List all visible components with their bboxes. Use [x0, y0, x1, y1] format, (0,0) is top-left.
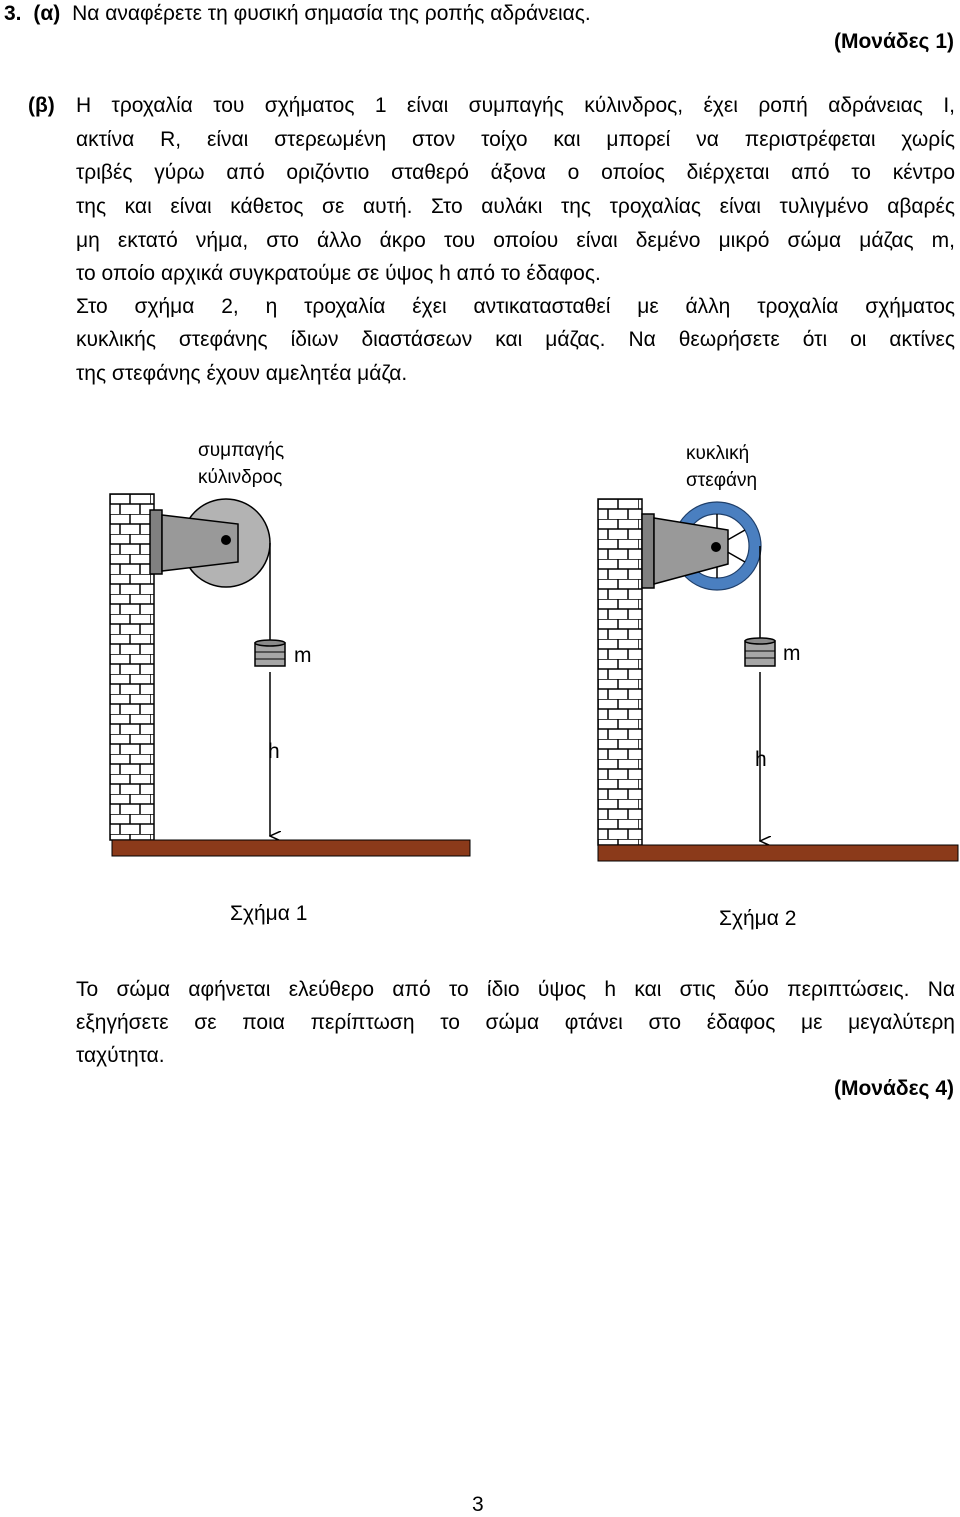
part-a-text: Να αναφέρετε τη φυσική σημασία της ροπής αδράνειας. — [72, 2, 591, 25]
question-number: 3. — [4, 2, 22, 25]
part-a-points: (Μονάδες 1) — [833, 30, 954, 53]
figure1-height-label: h — [268, 740, 280, 763]
page-number: 3 — [472, 1493, 484, 1516]
closing-points: (Μονάδες 4) — [833, 1077, 954, 1100]
part-b-line-5: μη εκτατό νήμα, στο άλλο άκρο του οποίου είναι δεμένο μικρό σώμα μάζας m, — [76, 229, 955, 252]
figure2-wall-plate — [642, 514, 654, 588]
figure2-floor — [598, 845, 958, 861]
figure1 — [110, 494, 470, 925]
part-a-label: (α) — [33, 2, 61, 25]
figure2-label-line2: στεφάνη — [686, 470, 758, 491]
figure1-brick-wall — [110, 494, 154, 840]
figure2-caption: Σχήμα 2 — [719, 907, 797, 930]
part-b-line-1: Η τροχαλία του σχήματος 1 είναι συμπαγής κύλινδρος, έχει ροπή αδράνειας Ι, — [76, 94, 955, 117]
part-b-line-7: Στο σχήμα 2, η τροχαλία έχει αντικατασταθεί με άλλη τροχαλία σχήματος — [76, 295, 955, 318]
part-b-label: (β) — [28, 94, 55, 117]
figure1-label-line1: συμπαγής — [198, 440, 285, 461]
figure2-weight — [745, 638, 775, 666]
figure2-mass-label: m — [783, 642, 801, 665]
part-b-line-3: τριβές γύρω από οριζόντιο σταθερό άξονα ο οποίος διέρχεται από το κέντρο — [76, 161, 955, 184]
figure1-wall-plate — [150, 510, 162, 574]
closing-line-2: εξηγήσετε σε ποια περίπτωση το σώμα φτάνει στο έδαφος με μεγαλύτερη — [76, 1011, 955, 1034]
figure1-floor — [112, 840, 470, 856]
figure2-label-line1: κυκλική — [686, 443, 750, 464]
part-b-line-6: το οποίο αρχικά συγκρατούμε σε ύψος h από το έδαφος. — [76, 262, 601, 285]
figure1-label-line2: κύλινδρος — [198, 467, 283, 488]
closing-line-3: ταχύτητα. — [76, 1044, 165, 1067]
part-b-line-8: κυκλικής στεφάνης ίδιων διαστάσεων και μάζας. Να θεωρήσετε ότι οι ακτίνες — [76, 328, 955, 351]
figure1-weight — [255, 640, 285, 666]
figure2 — [598, 499, 958, 930]
figure2-brick-wall — [598, 499, 642, 845]
figure2-axle — [711, 542, 721, 552]
figure1-mass-label: m — [294, 644, 312, 667]
closing-line-1: Το σώμα αφήνεται ελεύθερο από το ίδιο ύψος h και στις δύο περιπτώσεις. Να — [76, 978, 955, 1001]
part-b-line-9: της στεφάνης έχουν αμελητέα μάζα. — [76, 362, 408, 385]
figure1-caption: Σχήμα 1 — [230, 902, 308, 925]
figure2-height-label: h — [755, 748, 767, 771]
part-b-line-2: ακτίνα R, είναι στερεωμένη στον τοίχο και μπορεί να περιστρέφεται χωρίς — [76, 128, 955, 151]
figure1-axle — [221, 535, 231, 545]
part-b-line-4: της και είναι κάθετος σε αυτή. Στο αυλάκι της τροχαλίας είναι τυλιγμένο αβαρές — [76, 195, 955, 218]
